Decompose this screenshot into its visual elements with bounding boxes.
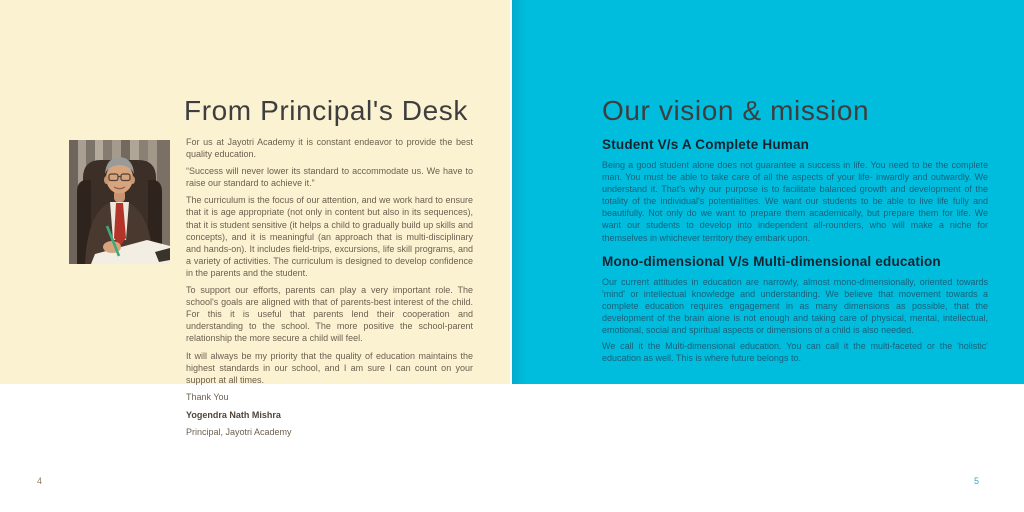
paragraph: The curriculum is the focus of our attention, and we work hard to ensure that it is age appropriate (not only in content but also in its sequences), that it is student sensitive (it helps a child to gradually build up skills and concepts), and it is meaningful (an approach that is multi-disciplinary and hands-on). It includes field-trips, excursions, life skill programs, and a variety of activities. The curriculum is designed to develop confidence in the parents and the student. xyxy=(186,195,473,278)
thank-you-line: Thank You xyxy=(186,391,229,402)
paragraph: To support our efforts, parents can play a very important role. The school's goals are aligned with that of parents-best interest of the child. For this it is useful that parents lend their cooperation and understanding to the school. The more positive the school-parent relationship the more secure a child will feel. xyxy=(186,285,473,344)
paragraph: For us at Jayotri Academy it is constant endeavor to provide the best quality education. xyxy=(186,137,473,160)
left-page-title: From Principal's Desk xyxy=(184,95,469,126)
section-heading-mono-vs-multi: Mono-dimensional V/s Multi-dimensional education xyxy=(602,253,941,269)
paragraph: It will always be my priority that the quality of education maintains the highest standards in our school, and I am sure I can count on your support at all times. xyxy=(186,350,473,385)
paragraph: Being a good student alone does not guarantee a success in life. You need to be the complete man. You must be able to take care of all the aspects of your life- inwardly and outwardly. We understand it. That's why our purpose is to facilitate balanced growth and development of the totality of the individual's potentialities. We want our students to be able to live life fully and beautifully. Not only do we want to prepare them academically, but prepare them for life. We want our students to develop into independent all-rounders, who will make a niche for themselves in whichever territory they embark upon. xyxy=(602,160,988,243)
page-number-left: 4 xyxy=(37,476,43,486)
section-heading-student-vs-human: Student V/s A Complete Human xyxy=(602,137,810,152)
principal-photo-illustration xyxy=(69,140,170,264)
vision-mission-text xyxy=(602,137,988,368)
paragraph: Our current attitudes in education are narrowly, almost mono-dimensionally, oriented towards 'mind' or intellectual knowledge and understanding. We believe that movement towards a complete education requires engagement in as many dimensions as possible, that the development of the brain alone is not enough and taking care of physical, mental, intellectual, emotional, social and spiritual aspects or dimensions of a child is also needed. xyxy=(602,276,988,336)
principal-desk-text xyxy=(186,136,473,443)
signature-role: Principal, Jayotri Academy xyxy=(186,426,292,437)
right-page-title: Our vision & mission xyxy=(602,95,870,126)
signature-name: Yogendra Nath Mishra xyxy=(186,409,281,420)
paragraph: We call it the Multi-dimensional education. You can call it the multi-faceted or the 'holistic' education as well. This is where future belongs to. xyxy=(602,341,988,364)
principal-photo xyxy=(69,140,170,264)
paragraph: “Success will never lower its standard to accommodate us. We have to raise our standard to achieve it.” xyxy=(186,166,473,189)
page-number-right: 5 xyxy=(974,476,980,486)
